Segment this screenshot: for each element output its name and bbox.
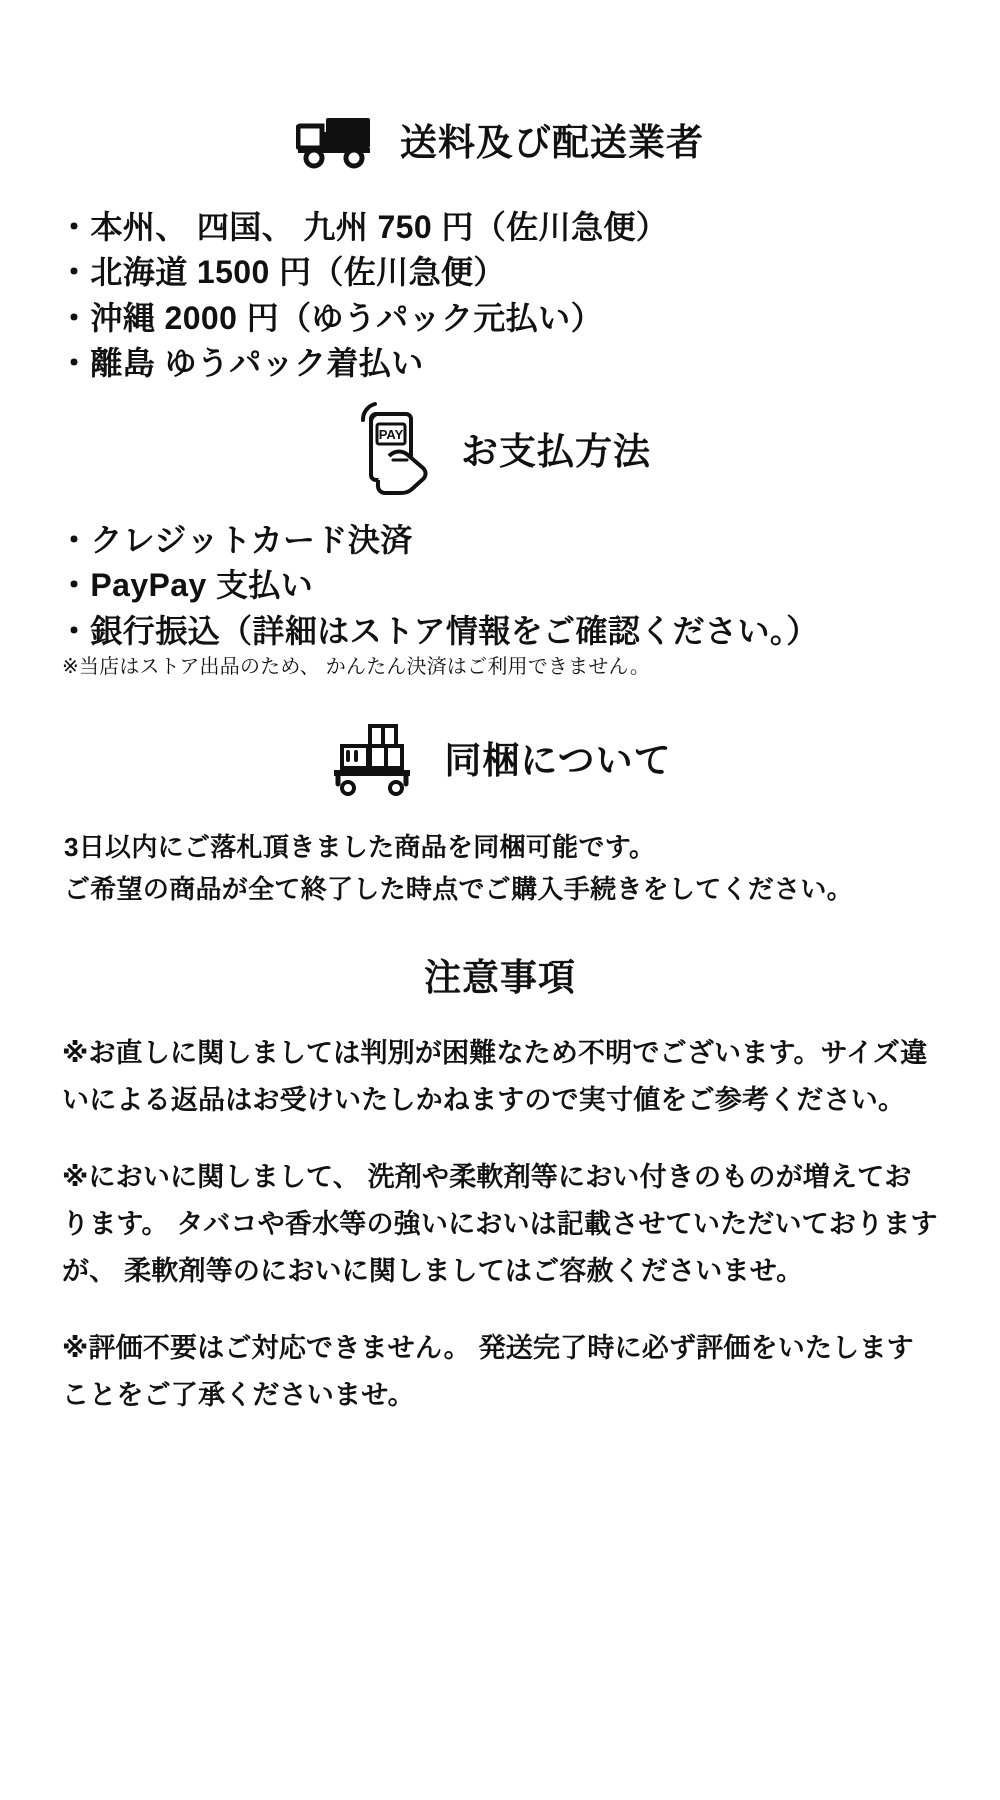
payment-note: ※当店はストア出品のため、 かんたん決済はご利用できません。 [62, 656, 651, 678]
list-item: ・銀行振込（詳細はストア情報をご確認ください。） [58, 612, 819, 649]
list-item: ・本州、 四国、 九州 750 円（佐川急便） [58, 209, 669, 245]
bundle-section-title: 同梱について [444, 740, 672, 782]
list-item: ・沖縄 2000 円（ゆうパック元払い） [58, 299, 603, 336]
package-cart-icon [328, 722, 418, 801]
list-item: ・離島 ゆうパック着払い [58, 345, 424, 382]
note-paragraph: ※においに関しまして、 洗剤や柔軟剤等におい付きのものが増えております。 タバコや香水等の強いにおいは記載させていただいておりますが、 柔軟剤等のにおいに関しましてはご容赦くださいませ。 [62, 1161, 938, 1286]
bundle-section-header [0, 722, 1000, 801]
shipping-fee-list [58, 205, 668, 387]
shipping-section-title: 送料及び配送業者 [400, 122, 704, 164]
bundle-line: ご希望の商品が全て終了した時点でご購入手続きをしてください。 [64, 874, 854, 905]
payment-section-header [0, 398, 1000, 507]
truck-icon [296, 112, 374, 175]
bundle-description [64, 826, 853, 910]
notes-section-header [0, 958, 1000, 999]
note-paragraph: ※お直しに関しましては判別が困難なため不明でございます。サイズ違いによる返品はお受けいたしかねますので実寸値をご参考ください。 [62, 1038, 928, 1115]
payment-section-title: お支払方法 [461, 431, 651, 473]
bundle-line: 3日以内にご落札頂きました商品を同梱可能です。 [64, 832, 656, 862]
svg-text:PAY: PAY [378, 427, 404, 442]
list-item: ・クレジットカード決済 [58, 522, 413, 558]
payment-method-list [58, 518, 819, 654]
notes-body [62, 1030, 938, 1419]
shipping-section-header [0, 112, 1000, 175]
mobile-pay-icon [349, 398, 435, 507]
note-paragraph: ※評価不要はご対応できません。 発送完了時に必ず評価をいたしますことをご了承くださいませ。 [62, 1332, 914, 1410]
notes-section-title: 注意事項 [424, 957, 576, 998]
list-item: ・PayPay 支払い [58, 567, 314, 604]
list-item: ・北海道 1500 円（佐川急便） [58, 254, 506, 291]
